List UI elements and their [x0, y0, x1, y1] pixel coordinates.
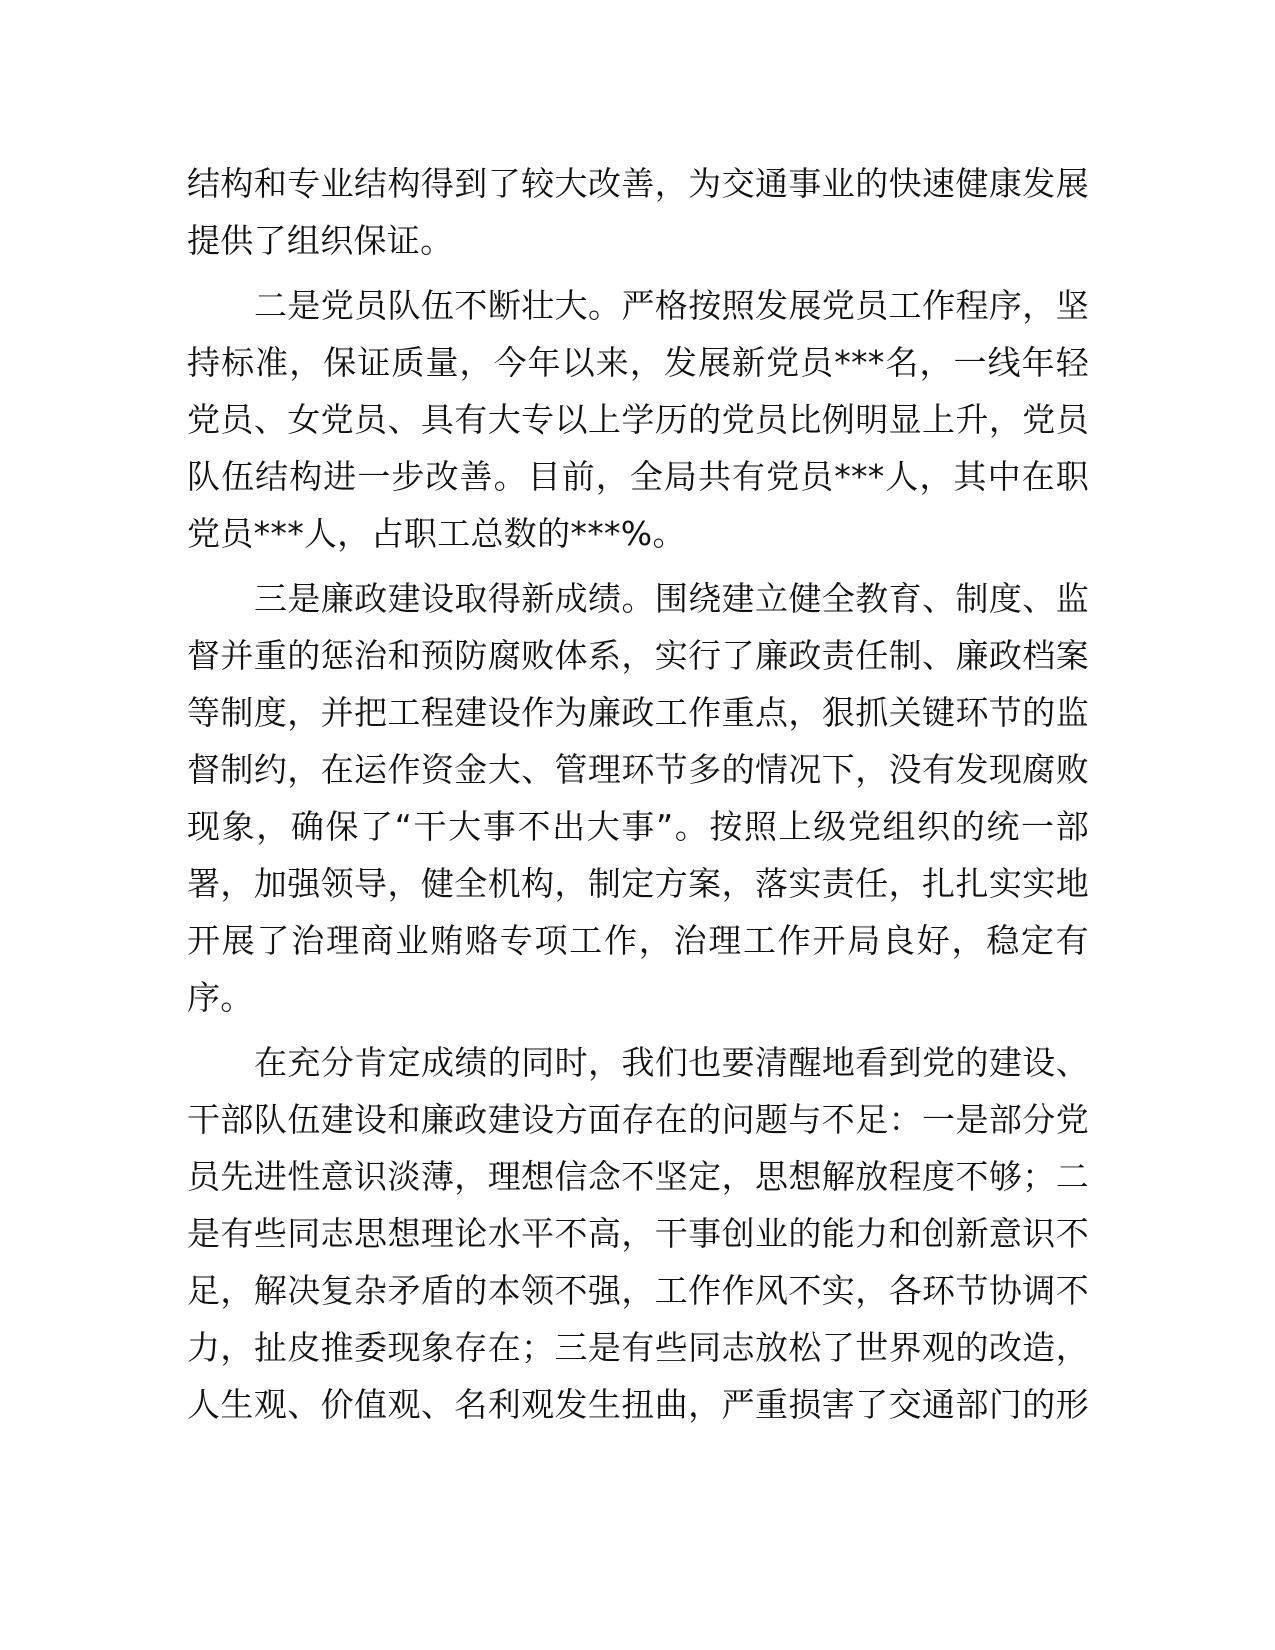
text-line: 干部队伍建设和廉政建设方面存在的问题与不足：一是部分党 [187, 1100, 1089, 1139]
text-line: 督并重的惩治和预防腐败体系，实行了廉政责任制、廉政档案 [187, 636, 1089, 675]
paragraph-2 [187, 277, 1089, 562]
text-line: 二是党员队伍不断壮大。严格按照发展党员工作程序，坚 [254, 286, 1089, 325]
text-line: 提供了组织保证。 [187, 221, 454, 260]
text-line: 在充分肯定成绩的同时，我们也要清醒地看到党的建设、 [254, 1043, 1089, 1082]
text-line: 人生观、价值观、名利观发生扭曲，严重损害了交通部门的形 [187, 1385, 1089, 1424]
text-line: 督制约，在运作资金大、管理环节多的情况下，没有发现腐败 [187, 750, 1089, 789]
text-line: 署，加强领导，健全机构，制定方案，落实责任，扎扎实实地 [187, 864, 1089, 903]
paragraph-gap [187, 269, 1089, 277]
text-line: 队伍结构进一步改善。目前，全局共有党员***人，其中在职 [187, 457, 1089, 496]
text-line: 开展了治理商业贿赂专项工作，治理工作开局良好，稳定有 [187, 921, 1089, 960]
text-line: 现象，确保了“干大事不出大事”。按照上级党组织的统一部 [187, 807, 1089, 846]
text-line: 足，解决复杂矛盾的本领不强，工作作风不实，各环节协调不 [187, 1271, 1089, 1310]
paragraph-gap [187, 1026, 1089, 1034]
text-line: 力，扯皮推委现象存在；三是有些同志放松了世界观的改造， [187, 1328, 1089, 1367]
text-line: 持标准，保证质量，今年以来，发展新党员***名，一线年轻 [187, 343, 1089, 382]
paragraph-3 [187, 570, 1089, 1026]
document-body [187, 155, 1089, 1433]
text-line: 党员、女党员、具有大专以上学历的党员比例明显上升，党员 [187, 400, 1089, 439]
text-line: 是有些同志思想理论水平不高，干事创业的能力和创新意识不 [187, 1214, 1089, 1253]
text-line: 员先进性意识淡薄，理想信念不坚定，思想解放程度不够；二 [187, 1157, 1089, 1196]
text-line: 等制度，并把工程建设作为廉政工作重点，狠抓关键环节的监 [187, 693, 1089, 732]
paragraph-1 [187, 155, 1089, 269]
paragraph-gap [187, 562, 1089, 570]
text-line: 结构和专业结构得到了较大改善，为交通事业的快速健康发展 [187, 164, 1089, 203]
paragraph-4 [187, 1034, 1089, 1433]
text-line: 党员***人，占职工总数的***%。 [187, 514, 686, 553]
text-line: 三是廉政建设取得新成绩。围绕建立健全教育、制度、监 [254, 579, 1089, 618]
text-line: 序。 [187, 978, 254, 1017]
